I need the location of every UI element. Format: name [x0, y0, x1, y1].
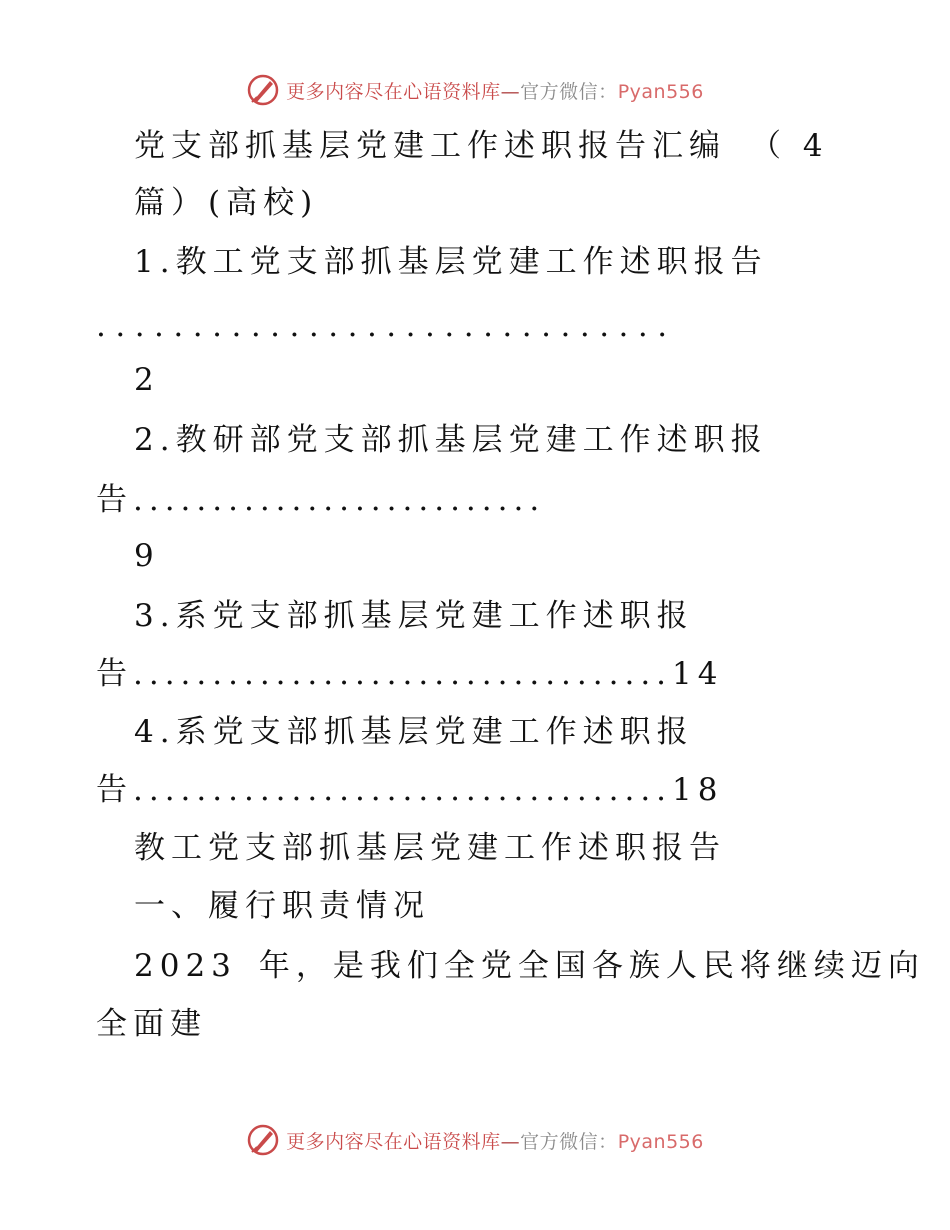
watermark-id: Pyan556 — [617, 80, 704, 103]
document-title: 党支部抓基层党建工作述职报告汇编 — [134, 128, 726, 164]
footer-watermark — [0, 1120, 950, 1160]
toc-item-3-title[interactable]: 3.系党支部抓基层党建工作述职报 — [134, 598, 694, 634]
toc-item-1-leader: .............................. — [96, 308, 677, 344]
watermark-main: 更多内容尽在心语资料库 — [286, 80, 501, 103]
toc-item-4-title[interactable]: 4.系党支部抓基层党建工作述职报 — [134, 714, 694, 750]
watermark-main: 更多内容尽在心语资料库 — [286, 1130, 501, 1153]
watermark-text — [286, 77, 704, 104]
header-watermark — [0, 70, 950, 110]
section-title: 教工党支部抓基层党建工作述职报告 — [134, 830, 726, 866]
toc-item-3-leader: 告..................................14 — [96, 656, 724, 692]
watermark-separator: — — [500, 80, 521, 103]
toc-item-2-title[interactable]: 2.教研部党支部抓基层党建工作述职报 — [134, 422, 768, 458]
toc-item-1-page: 2 — [134, 362, 160, 398]
watermark-separator: — — [500, 1130, 521, 1153]
toc-item-4-leader: 告..................................18 — [96, 772, 724, 808]
watermark-id: Pyan556 — [617, 1130, 704, 1153]
feather-pen-logo-icon — [246, 1123, 280, 1157]
heading-1: 一、履行职责情况 — [134, 888, 430, 924]
document-title-line2: 篇）(高校) — [134, 185, 319, 221]
toc-item-1-title[interactable]: 1.教工党支部抓基层党建工作述职报告 — [134, 244, 768, 280]
document-title-tail: （ 4 — [750, 128, 829, 164]
watermark-text — [286, 1127, 704, 1154]
paragraph-line-2: 全面建 — [96, 1006, 207, 1042]
feather-pen-logo-icon — [246, 73, 280, 107]
paragraph-line-1 — [134, 946, 925, 986]
paragraph-line-1-text: 年，是我们全党全国各族人民将继续迈向 — [258, 948, 925, 984]
watermark-sub: 官方微信： — [520, 1130, 618, 1153]
paragraph-year: 2023 — [134, 948, 237, 984]
toc-item-2-page: 9 — [134, 538, 160, 574]
toc-item-2-leader: 告.......................... — [96, 482, 546, 518]
document-title-line1 — [134, 126, 829, 166]
watermark-sub: 官方微信： — [520, 80, 618, 103]
